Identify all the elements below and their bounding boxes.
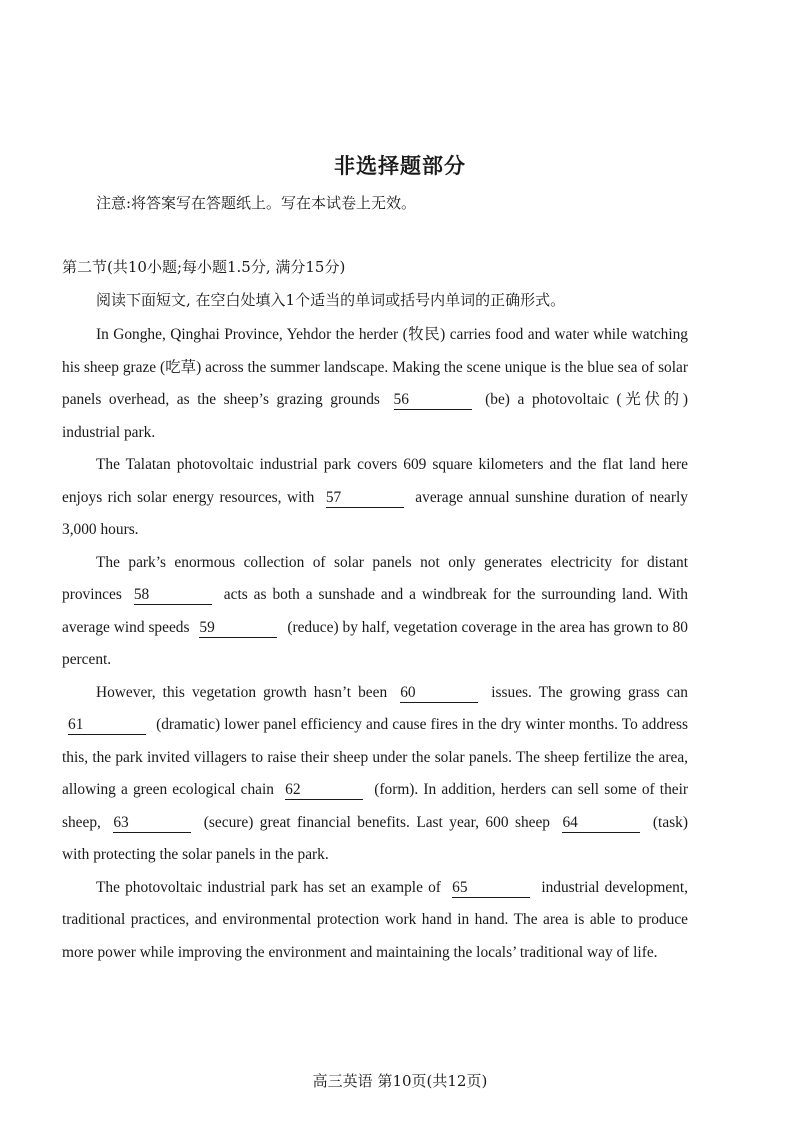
blank-58[interactable]: 58 [134,586,212,605]
paragraph-text: (secure) great financial benefits. Last year, 600 sheep [203,813,551,831]
paragraph-2 [62,449,688,547]
page-footer: 高三英语 第10页(共12页) [312,1072,488,1090]
paragraph-text: The photovoltaic industrial park has set an example of [96,878,441,896]
paragraph-3 [62,547,688,677]
notice-text: 注意:将答案写在答题纸上。写在本试卷上无效。 [96,194,417,212]
passage [62,319,688,969]
paragraph-text: The Talatan photovoltaic industrial park covers 609 square kilometers and the flat land here enjoys rich solar energy resources, with [62,456,688,506]
paragraph-text: (dramatic) lower panel efficiency and cause fires in the dry winter months. To address this, the park invited villagers to raise their sheep under the solar panels. The sheep fertilize the area, allowing a green ecological chain [62,716,688,798]
paragraph-text: (form). In addition, herders can sell some of their sheep, [62,781,688,831]
blank-65[interactable]: 65 [452,879,530,898]
paragraph-text: The park’s enormous collection of solar panels not only generates electricity for distant provinces [62,553,688,603]
paragraph-5 [62,872,688,970]
blank-57[interactable]: 57 [326,489,404,508]
instruction-text: 阅读下面短文, 在空白处填入1个适当的单词或括号内单词的正确形式。 [96,291,566,309]
blank-60[interactable]: 60 [400,684,478,703]
blank-62[interactable]: 62 [285,781,363,800]
paragraph-text: (reduce) by half, vegetation coverage in the area has grown to 80 percent. [62,618,688,668]
paragraph-text: industrial development, traditional practices, and environmental protection work hand in hand. The area is able to produce more power while improving the environment and maintaining the locals’ traditional way of life. [62,878,688,961]
blank-59[interactable]: 59 [199,619,277,638]
blank-56[interactable]: 56 [394,391,472,410]
paragraph-text: issues. The growing grass can [491,683,688,701]
paragraph-4 [62,677,688,872]
paragraph-1 [62,319,688,449]
section-heading: 第二节(共10小题;每小题1.5分, 满分15分) [62,258,346,276]
blank-63[interactable]: 63 [113,814,191,833]
paragraph-text: However, this vegetation growth hasn’t been [96,683,388,701]
blank-64[interactable]: 64 [562,814,640,833]
paragraph-text: (task) with protecting the solar panels in the park. [62,813,688,863]
paragraph-text: In Gonghe, Qinghai Province, Yehdor the herder (牧民) carries food and water while watching his sheep graze (吃草) across the summer landscape. Making the scene unique is the blue sea of solar panels overhead, as the sheep’s grazing grounds [62,326,688,408]
page-title: 非选择题部分 [334,154,466,178]
paragraph-text: (be) a photovoltaic (光伏的) industrial park. [62,391,689,441]
paragraph-text: average annual sunshine duration of nearly 3,000 hours. [62,488,688,538]
paragraph-text: acts as both a sunshade and a windbreak for the surrounding land. With average wind speeds [62,586,688,636]
blank-61[interactable]: 61 [68,716,146,735]
